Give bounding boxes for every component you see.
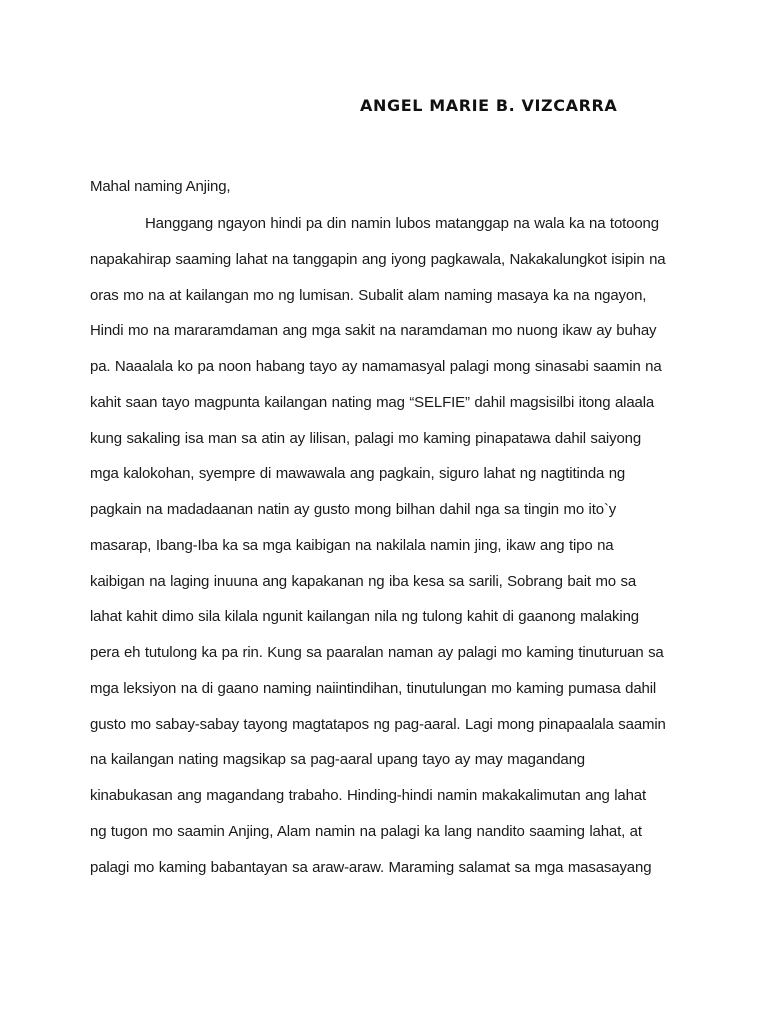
letter-line: gusto mo sabay-sabay tayong magtatapos ng pag-aaral. Lagi mong pinapaalala saamin (90, 715, 666, 733)
letter-line: mga kalokohan, syempre di mawawala ang pagkain, siguro lahat ng nagtitinda ng (90, 465, 626, 483)
letter-line: pagkain na madadaanan natin ay gusto mong bilhan dahil nga sa tingin mo ito`y (90, 501, 617, 518)
letter-line: ng tugon mo saamin Anjing, Alam namin na palagi ka lang nandito saaming lahat, at (90, 822, 642, 840)
letter-line: lahat kahit dimo sila kilala ngunit kailangan nila ng tulong kahit di gaanong malaking (90, 608, 639, 626)
letter-line: oras mo na at kailangan mo ng lumisan. Subalit alam naming masaya ka na ngayon, (90, 286, 647, 304)
letter-line: pa. Naaalala ko pa noon habang tayo ay namamasyal palagi mong sinasabi saamin na (90, 358, 662, 375)
letter-line: Hindi mo na mararamdaman ang mga sakit na naramdaman mo nuong ikaw ay buhay (90, 322, 657, 340)
letter-line: na kailangan nating magsikap sa pag-aaral upang tayo ay may magandang (90, 751, 585, 769)
letter-line: Hanggang ngayon hindi pa din namin lubos matanggap na wala ka na totoong (145, 215, 659, 232)
letter-line: kaibigan na laging inuuna ang kapakanan ng iba kesa sa sarili, Sobrang bait mo sa (90, 572, 637, 590)
letter-line: kahit saan tayo magpunta kailangan nating mag “SELFIE” dahil magsisilbi itong alaala (90, 393, 655, 411)
letter-salutation: Mahal naming Anjing, (90, 178, 231, 195)
letter-line: palagi mo kaming babantayan sa araw-araw. Maraming salamat sa mga masasayang (90, 858, 652, 876)
document-title: ANGEL MARIE B. VIZCARRA (360, 96, 618, 115)
letter-line: pera eh tutulong ka pa rin. Kung sa paaralan naman ay palagi mo kaming tinuturuan sa (90, 644, 664, 661)
letter-line: kung sakaling isa man sa atin ay lilisan, palagi mo kaming pinapatawa dahil saiyong (90, 429, 642, 447)
letter-line: mga leksiyon na di gaano naming naiintindihan, tinutulungan mo kaming pumasa dahil (90, 679, 657, 697)
letter-line: masarap, Ibang-Iba ka sa mga kaibigan na nakilala namin jing, ikaw ang tipo na (90, 536, 614, 554)
letter-line: kinabukasan ang magandang trabaho. Hinding-hindi namin makakalimutan ang lahat (90, 787, 647, 804)
letter-line: napakahirap saaming lahat na tanggapin ang iyong pagkawala, Nakakalungkot isipin na (90, 250, 666, 268)
letter-body (90, 213, 690, 892)
